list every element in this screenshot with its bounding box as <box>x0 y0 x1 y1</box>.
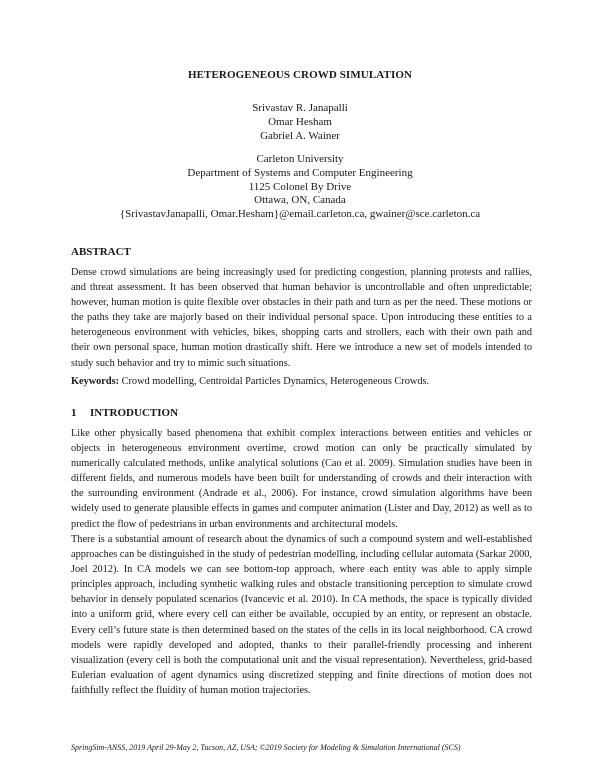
abstract-text: Dense crowd simulations are being increasingly used for predicting congestion, planning protests and rallies, and threat assessment. It has been observed that human behavior is uncontrollable and often unpredictable; however, human motion is quite flexible over obstacles in their path and turn as per the need. These motions or the paths they take are majorly based on their individual personal space. Upon introducing these entities to a heterogeneous environment with vehicles, bikes, shopping carts and strollers, each with their own path and their own personal space, human motion drastically shift. Here we introduce a new set of models intended to study such behavior and try to mimic such situations. <box>71 267 532 369</box>
section-number: 1 <box>71 407 77 419</box>
author-name: Omar Hesham <box>268 116 332 128</box>
section-title: INTRODUCTION <box>90 407 179 419</box>
section-heading-introduction <box>71 407 178 419</box>
affiliation-university: Carleton University <box>256 153 344 165</box>
affiliation-address: 1125 Colonel By Drive <box>248 180 352 193</box>
page-footer: SpringSim-ANSS, 2019 April 29-May 2, Tucson, AZ, USA; ©2019 Society for Modeling & Simulation International (SCS) <box>71 743 461 752</box>
affiliation-city: Ottawa, ON, Canada <box>254 194 346 207</box>
paper-title: HETEROGENEOUS CROWD SIMULATION <box>187 69 413 81</box>
keywords-label: Keywords: <box>71 376 120 387</box>
intro-paragraph-1: Like other physically based phenomena that exhibit complex interactions between entities and vehicles or objects in heterogeneous environment overtime, crowd motion can only be practically simulated by numerically calculated methods, unlike analytical solutions (Cao et al. 2009). Simulation studies have been in different fields, and numerous models have been built for understanding of crowds and their interaction with the surrounding environment (Andrade et al., 2006). For instance, crowd simulation algorithms have been widely used to generate plausible effects in games and computer animation (Lister and Day, 2012) as well as to predict the flow of pedestrians in urban environments and architectural models. <box>71 428 532 530</box>
author-name: Srivastav R. Janapalli <box>252 102 348 114</box>
abstract-heading: ABSTRACT <box>71 246 131 258</box>
affiliation-department: Department of Systems and Computer Engineering <box>187 166 413 179</box>
keywords-text: Crowd modelling, Centroidal Particles Dynamics, Heterogeneous Crowds. <box>121 376 430 387</box>
author-list <box>0 101 600 143</box>
author-emails: {SrivastavJanapalli, Omar.Hesham}@email.carleton.ca, gwainer@sce.carleton.ca <box>119 208 481 221</box>
affiliation-block <box>0 153 600 222</box>
intro-paragraph-2: There is a substantial amount of research about the dynamics of such a compound system and well-established approaches can be distinguished in the study of pedestrian modelling, including cellular automata (Sarkar 2000, Joel 2012). In CA models we can see bottom-top approach, where each entity was able to apply simple principles approach, including synthetic walking rules and obstacle transitioning perception to simulate crowd behavior in densely populated scenarios (Ivancevic et al. 2010). In CA methods, the space is typically divided into a uniform grid, where every cell can either be available, occupied by an entity, or represent an obstacle. Every cell’s future state is then determined based on the states of the cells in its local neighborhood. CA crowd models were rapidly developed and adopted, thanks to their parallel-friendly processing and inherent visualization (every cell is both the computational unit and the visual representation). Nevertheless, grid-based Eulerian evaluation of agent dynamics using discretized stepping and finite directions of motion does not faithfully reflect the fluidity of human motion trajectories. <box>71 534 532 696</box>
keywords-line <box>71 374 541 389</box>
author-name: Gabriel A. Wainer <box>260 130 340 142</box>
